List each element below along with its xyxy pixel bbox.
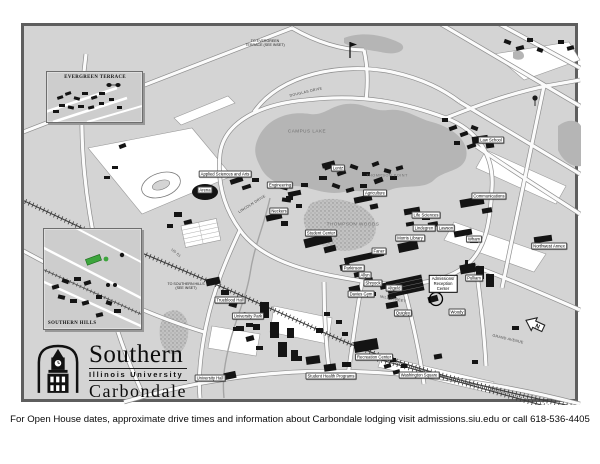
label-lawson: Lawson [438,225,454,231]
label-faner: Faner [373,248,385,254]
clock-tower-icon [36,342,80,394]
siu-logo [36,342,187,401]
open-house-caption: For Open House dates, approximate drive times and information about Carbondale lodging visit admissions.siu.edu or call 618-536-4405 [10,414,590,425]
label-quigley: Quigley [395,310,411,316]
label-thompson-point: THOMPSON POINT [366,173,408,178]
label-trueblood-hall: Trueblood Hall [216,297,244,303]
label-communications: Communications [473,193,505,199]
label-campus-lake: CAMPUS LAKE [287,128,327,134]
label-student-health: Student Health Programs [307,373,355,379]
label-university-hall: University Hall [196,375,224,381]
label-mill-street: MILL STREET [379,294,407,304]
label-allyn: Allyn [360,272,370,278]
label-life-sciences: Life Sciences [413,212,439,218]
logo-institution: Southern [89,342,187,369]
label-applied-sciences-arts: Applied Sciences and Arts [200,171,250,177]
label-parkinson: Parkinson [343,265,363,271]
label-woody: Woody [450,309,464,315]
label-altgeld: Altgeld [387,285,401,291]
label-to-evergreen: TO EVERGREEN TERRACE (SEE INSET) [245,38,285,47]
label-shryock: Shryock [365,280,381,286]
label-douglas-drive: DOUGLAS DRIVE [289,86,323,98]
label-grand-avenue: GRAND AVENUE [492,333,524,345]
label-agriculture: Agriculture [364,190,386,196]
logo-city: Carbondale [89,381,187,401]
label-wham: Wham [467,236,481,242]
label-student-center: Student Center [306,230,336,236]
label-davies-gym: Davies Gym [349,291,373,297]
logo-sub: Illinois University [89,369,187,381]
label-thompson-woods: THOMPSON WOODS [326,221,380,227]
admissions-reception-label: Admissions/ Reception Center [429,275,458,293]
north-label: N [533,323,541,331]
evergreen-inset-title: EVERGREEN TERRACE [64,75,126,80]
label-lincoln-drive: LINCOLN DRIVE [237,193,267,215]
label-morris-library: Morris Library [397,235,423,241]
label-washington-square: Washington Square [400,372,438,378]
label-pulliam: Pulliam [467,275,481,281]
label-lindegren: Lindegren [414,225,434,231]
label-lentz: Lentz [332,165,344,171]
label-neckers: Neckers [271,208,287,214]
label-university-park: University Park [233,313,263,319]
label-northwest-annex: Northwest Annex [533,243,565,249]
label-recreation-center: Recreation Center [357,354,391,360]
campus-map [21,23,578,402]
label-law-school: Law School [480,137,502,143]
label-arena: Arena [199,187,211,193]
label-us-51: US 51 [170,247,182,259]
southern-hills-inset-title: SOUTHERN HILLS [48,321,97,326]
label-to-southern-hills: TO SOUTHERN HILLS (SEE INSET) [167,281,205,290]
label-engineering: Engineering [268,182,292,188]
